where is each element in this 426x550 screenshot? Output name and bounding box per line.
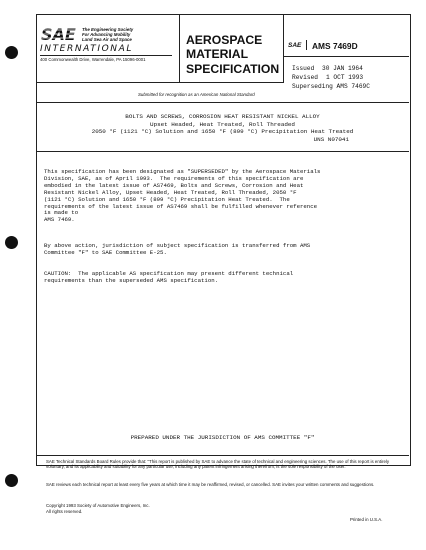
revised-date: 1 OCT 1993	[326, 74, 364, 81]
sae-logo-text: SAE	[41, 26, 76, 42]
binder-hole-top	[5, 46, 18, 59]
revised-row	[292, 73, 370, 82]
copyright-line: Copyright 1993 Society of Automotive Engineers, Inc.	[46, 503, 150, 508]
sae-logo	[40, 26, 78, 42]
org-tagline	[82, 27, 172, 42]
issue-info	[292, 64, 370, 91]
sae-logo-mark	[40, 26, 78, 42]
technical-standards-note: SAE Technical Standards Board Rules provide that: "This report is published by SAE to advance the state of technical and engineering sciences. The use of this report is entirely voluntary, and its applicability and suitability for any particular use, including any patent infringement arising therefrom, is the sole responsibility of the user."	[46, 459, 390, 470]
header-divider-1	[179, 14, 180, 82]
org-line-2: For Advancing Mobility	[82, 32, 131, 37]
spec-number-divider	[306, 40, 307, 50]
document-type-title	[186, 33, 279, 76]
org-line-1: The Engineering Society	[82, 27, 134, 32]
printed-in: Printed in U.S.A.	[350, 517, 383, 522]
jurisdiction-paragraph: By above action, jurisdiction of subject specification is transferred from AMS Committee "F" to SAE Committee E-25.	[44, 242, 311, 256]
binder-hole-middle	[5, 236, 18, 249]
uns-number: UNS N07041	[313, 135, 349, 143]
superseded-paragraph: This specification has been designated as "SUPERSEDED" by the Aerospace Materials Division, SAE, as of April 1993. The requirements of this specification are embodied in the latest issue of AS7469, Bolts and Screws, Corrosion and Heat Resistant Nickel Alloy, Upset Headed, Heat Treated, Roll Threaded, 2050 °F (1121 °C) Solution and 1650 °F (899 °C) Precipitation Heat Treated. The requirements of the latest issue of AS7469 shall be fulfilled whenever reference is made to AMS 7469.	[44, 168, 321, 224]
issued-row	[292, 64, 370, 73]
superseding-line: Superseding AMS 7469C	[292, 83, 370, 90]
caution-paragraph: CAUTION: The applicable AS specification may present different technical requirements than the superseded AMS specification.	[44, 270, 294, 284]
international-underline	[40, 55, 172, 56]
spec-title-line-3: 2050 °F (1121 °C) Solution and 1650 °F (899 °C) Precipitation Heat Treated	[91, 128, 354, 135]
international-label: INTERNATIONAL	[40, 44, 133, 54]
spec-title-block	[36, 113, 409, 143]
title-line-2: MATERIAL	[186, 47, 249, 62]
spec-number: AMS 7469D	[312, 41, 358, 51]
header-section-rule	[36, 102, 409, 103]
header-bottom-rule	[36, 82, 284, 83]
org-line-3: Land Sea Air and Space	[82, 37, 132, 42]
title-rule	[36, 151, 409, 152]
binder-hole-bottom	[5, 474, 18, 487]
org-address: 400 Commonwealth Drive, Warrendale, PA 15096-0001	[40, 57, 146, 62]
issued-label: Issued	[292, 65, 315, 72]
sae-small-logo: SAE	[288, 42, 302, 49]
spec-title-line-1: BOLTS AND SCREWS, CORROSION HEAT RESISTANT NICKEL ALLOY	[125, 113, 320, 120]
spec-title-line-2: Upset Headed, Heat Treated, Roll Threaded	[150, 120, 295, 128]
revised-label: Revised	[292, 74, 318, 81]
footer-rule	[36, 455, 409, 456]
spec-number-rule	[284, 56, 409, 57]
issued-date: 30 JAN 1964	[322, 65, 363, 72]
title-line-3: SPECIFICATION	[186, 61, 280, 76]
title-line-1: AEROSPACE	[186, 33, 263, 47]
submitted-note: Submitted for recognition as an American National Standard	[138, 92, 255, 97]
header-divider-2	[283, 14, 284, 82]
rights-reserved: All rights reserved.	[46, 509, 83, 514]
prepared-under-jurisdiction: PREPARED UNDER THE JURISDICTION OF AMS COMMITTEE "F"	[130, 434, 315, 441]
review-note: SAE reviews each technical report at least every five years at which time it may be reaffirmed, revised, or cancelled. SAE invites your written comments and suggestions.	[46, 482, 375, 487]
